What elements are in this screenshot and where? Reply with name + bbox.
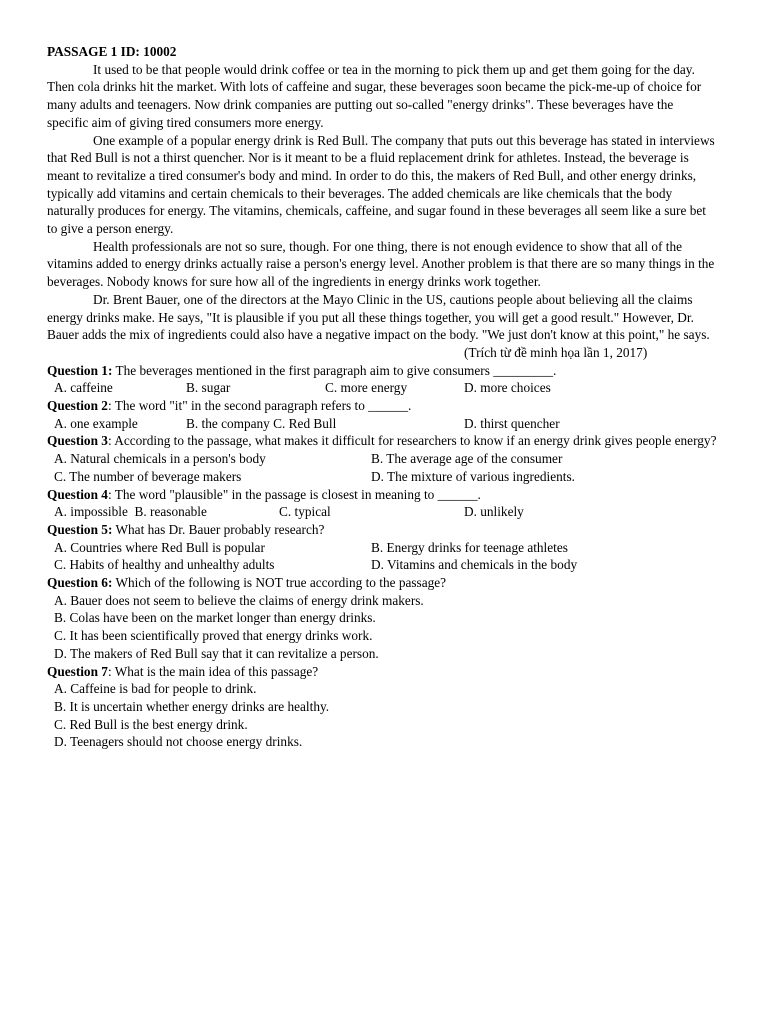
options-row (47, 379, 717, 397)
option-b: B. Energy drinks for teenage athletes (371, 539, 568, 555)
option-b-c: B. the company C. Red Bull (186, 415, 337, 431)
paragraph-1: It used to be that people would drink coffee or tea in the morning to pick them up and get them going for the day. Then cola drinks hit the market. With lots of caffeine and sugar, these beverages soon became the pick-me-up of choice for many adults and teenagers. Now drink companies are putting out so-called "energy drinks". These beverages have the specific aim of giving tired consumers more energy. (47, 61, 702, 130)
question-label: Question 5: (47, 521, 113, 537)
paragraph-4: Dr. Brent Bauer, one of the directors at the Mayo Clinic in the US, cautions people about believing all the claims energy drinks make. He says, "It is plausible if you put all these things together, you will get a good result." However, Dr. Bauer adds the mix of ingredients could also have a negative impact on the body. "We just don't know at this point," he says. (47, 291, 710, 343)
option-b: B. Colas have been on the market longer than energy drinks. (54, 610, 376, 626)
question-2 (47, 397, 717, 415)
option-d: D. Vitamins and chemicals in the body (371, 557, 578, 573)
option-a: A. caffeine (54, 380, 113, 396)
question-6 (47, 574, 717, 592)
question-label: Question 1: (47, 362, 113, 378)
option-c: C. The number of beverage makers (54, 468, 242, 484)
option-d: D. The makers of Red Bull say that it can revitalize a person. (54, 645, 379, 661)
options-row (47, 539, 717, 557)
options-row (47, 468, 717, 486)
question-5 (47, 521, 717, 539)
option-c: C. It has been scientifically proved that energy drinks work. (54, 628, 373, 644)
option-c: C. more energy (325, 380, 408, 396)
paragraph-2: One example of a popular energy drink is Red Bull. The company that puts out this beverage has stated in interviews that Red Bull is not a thirst quencher. Nor is it meant to be a fluid replacement drink for athletes. Instead, the beverage is meant to revitalize a tired consumer's body and mind. In order to do this, the makers of Red Bull, and other energy drinks, typically add vitamins and certain chemicals to their beverages. The added chemicals are like chemicals that the body naturally produces for energy. The vitamins, chemicals, caffeine, and sugar found in these beverages all seem like a sure bet to give a person energy. (47, 132, 715, 237)
question-text: : What is the main idea of this passage? (107, 663, 319, 679)
option-a: A. Countries where Red Bull is popular (54, 539, 265, 555)
option-c: C. Habits of healthy and unhealthy adults (54, 557, 275, 573)
option-a: A. Caffeine is bad for people to drink. (54, 681, 257, 697)
question-label: Question 7 (47, 663, 108, 679)
option-a: A. Bauer does not seem to believe the claims of energy drink makers. (54, 592, 424, 608)
option-d: D. The mixture of various ingredients. (371, 468, 575, 484)
option-b: B. sugar (186, 380, 231, 396)
question-text: : The word "it" in the second paragraph refers to ______. (107, 398, 412, 414)
option-a: A. Natural chemicals in a person's body (54, 451, 266, 467)
option-a: A. one example (54, 415, 138, 431)
option-d: D. thirst quencher (464, 415, 560, 431)
options-row (47, 556, 717, 574)
source-citation: (Trích từ đề minh họa lần 1, 2017) (464, 344, 648, 360)
question-label: Question 2 (47, 398, 108, 414)
question-1 (47, 362, 717, 380)
question-text: : According to the passage, what makes it difficult for researchers to know if an energy drink gives people energy? (107, 433, 717, 449)
option-c: C. Red Bull is the best energy drink. (54, 716, 248, 732)
question-label: Question 3 (47, 433, 108, 449)
question-3 (47, 432, 717, 450)
options-row (47, 415, 717, 433)
option-b: B. The average age of the consumer (371, 451, 563, 467)
question-text: What has Dr. Bauer probably research? (112, 521, 325, 537)
question-label: Question 4 (47, 486, 108, 502)
paragraph-3: Health professionals are not so sure, though. For one thing, there is not enough evidence to show that all of the vitamins added to energy drinks actually raise a person's energy level. Another problem is that there are so many things in the beverages. Nobody knows for sure how all of the ingredients in energy drinks work together. (47, 238, 715, 290)
question-text: : The word "plausible" in the passage is closest in meaning to ______. (107, 486, 481, 502)
option-a-b: A. impossible B. reasonable (54, 504, 207, 520)
question-text: The beverages mentioned in the first paragraph aim to give consumers _________. (112, 362, 557, 378)
option-d: D. Teenagers should not choose energy drinks. (54, 734, 303, 750)
question-7 (47, 663, 717, 681)
options-row (47, 503, 717, 521)
option-c: C. typical (279, 504, 331, 520)
passage-title: PASSAGE 1 ID: 10002 (47, 44, 177, 59)
question-text: Which of the following is NOT true according to the passage? (112, 574, 447, 590)
option-b: B. It is uncertain whether energy drinks are healthy. (54, 698, 330, 714)
question-4 (47, 486, 717, 504)
option-d: D. unlikely (464, 504, 524, 520)
option-d: D. more choices (464, 380, 551, 396)
document-page (47, 43, 717, 751)
options-row (47, 450, 717, 468)
question-label: Question 6: (47, 574, 113, 590)
